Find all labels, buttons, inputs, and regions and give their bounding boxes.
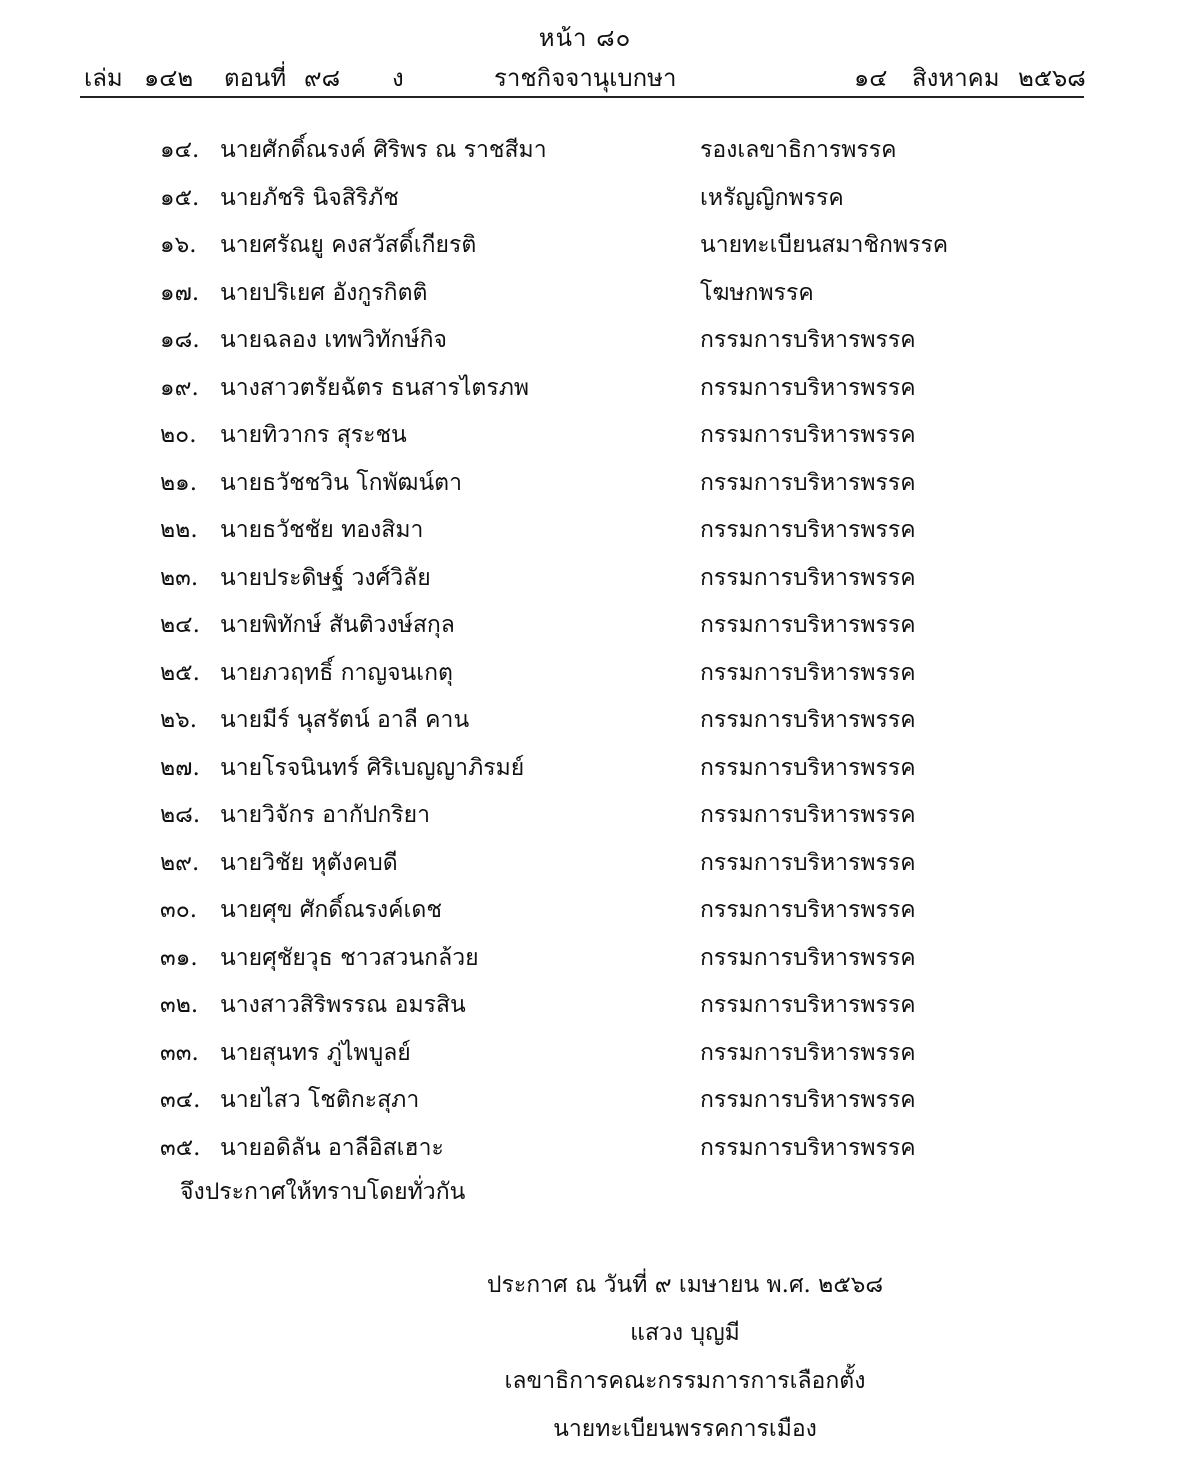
member-name: นายธวัชชัย ทองสิมา (220, 517, 424, 543)
member-row (0, 1027, 1200, 1075)
member-row (0, 552, 1200, 600)
member-name: นายศักดิ์ณรงค์ ศิริพร ณ ราชสีมา (220, 137, 547, 163)
member-number: ๑๘. (160, 327, 200, 353)
member-number: ๒๑. (160, 469, 198, 496)
member-row (0, 219, 1200, 267)
member-name: นายสุนทร ภู่ไพบูลย์ (220, 1039, 411, 1066)
member-number: ๓๒. (160, 992, 199, 1018)
member-number: ๒๘. (160, 802, 201, 828)
closing-statement: จึงประกาศให้ทราบโดยทั่วกัน (180, 1179, 466, 1205)
member-row (0, 884, 1200, 932)
announcement-date: ประกาศ ณ วันที่ ๙ เมษายน พ.ศ. ๒๕๖๘ (486, 1272, 884, 1298)
member-number: ๒๕. (160, 659, 200, 686)
signer-title-registrar: นายทะเบียนพรรคการเมือง (553, 1416, 817, 1442)
member-row (0, 1122, 1200, 1170)
issue-number: ๙๘ (304, 64, 341, 92)
member-number: ๑๗. (160, 279, 200, 306)
member-row (0, 124, 1200, 172)
member-position: กรรมการบริหารพรรค (700, 659, 916, 686)
member-name: นายโรจนินทร์ ศิริเบญญาภิรมย์ (220, 754, 525, 781)
member-name: นายอดิลัน อาลีอิสเฮาะ (220, 1134, 444, 1161)
member-position: กรรมการบริหารพรรค (700, 849, 916, 876)
member-position: รองเลขาธิการพรรค (700, 137, 897, 163)
publish-date-year: ๒๕๖๘ (1018, 64, 1086, 92)
member-position: นายทะเบียนสมาชิกพรรค (700, 232, 949, 258)
member-position: กรรมการบริหารพรรค (700, 327, 916, 353)
member-position: กรรมการบริหารพรรค (700, 564, 916, 591)
member-row (0, 314, 1200, 362)
member-name: นายธวัชชวิน โกพัฒน์ตา (220, 469, 463, 496)
member-number: ๒๔. (160, 612, 200, 638)
member-name: นายมีร์ นุสรัตน์ อาลี คาน (220, 707, 470, 733)
member-name: นายทิวากร สุระชน (220, 422, 407, 448)
member-number: ๓๔. (160, 1087, 201, 1113)
member-row (0, 599, 1200, 647)
member-number: ๒๗. (160, 754, 200, 781)
member-position: กรรมการบริหารพรรค (700, 1087, 916, 1113)
volume-number: ๑๔๒ (144, 64, 194, 92)
member-position: กรรมการบริหารพรรค (700, 517, 916, 543)
member-number: ๓๕. (160, 1134, 201, 1161)
member-row (0, 789, 1200, 837)
member-position: กรรมการบริหารพรรค (700, 944, 916, 971)
member-position: โฆษกพรรค (700, 279, 814, 306)
member-row (0, 742, 1200, 790)
member-name: นายฉลอง เทพวิทักษ์กิจ (220, 327, 447, 353)
member-position: เหรัญญิกพรรค (700, 184, 844, 211)
member-number: ๒๐. (160, 422, 197, 448)
publish-date-month: สิงหาคม (912, 64, 1000, 92)
member-position: กรรมการบริหารพรรค (700, 469, 916, 496)
member-name: นายปริเยศ อังกูรกิตติ (220, 279, 428, 306)
gazette-header (82, 58, 1084, 94)
member-name: นายวิชัย หุตังคบดี (220, 849, 398, 876)
member-row (0, 647, 1200, 695)
member-position: กรรมการบริหารพรรค (700, 897, 916, 923)
member-name: นายไสว โชติกะสุภา (220, 1087, 420, 1113)
member-name: นายภัชริ นิจสิริภัช (220, 184, 399, 211)
volume-label: เล่ม (84, 64, 123, 92)
member-number: ๑๙. (160, 374, 199, 401)
member-row (0, 694, 1200, 742)
issue-label: ตอนที่ (224, 64, 287, 92)
member-number: ๓๓. (160, 1039, 199, 1066)
member-number: ๒๒. (160, 517, 198, 543)
member-number: ๓๐. (160, 897, 198, 923)
member-name: นายศรัณยู คงสวัสดิ์เกียรติ (220, 232, 477, 258)
member-row (0, 504, 1200, 552)
signer-name: แสวง บุญมี (630, 1320, 740, 1346)
gazette-name: ราชกิจจานุเบกษา (494, 64, 677, 92)
member-position: กรรมการบริหารพรรค (700, 1134, 916, 1161)
member-name: นางสาวสิริพรรณ อมรสิน (220, 992, 466, 1018)
member-number: ๑๕. (160, 184, 200, 211)
member-name: นายภวฤทธิ์ กาญจนเกตุ (220, 659, 453, 686)
member-number: ๑๔. (160, 137, 200, 163)
member-row (0, 837, 1200, 885)
member-number: ๓๑. (160, 944, 198, 971)
member-number: ๒๙. (160, 849, 200, 876)
member-number: ๒๖. (160, 707, 198, 733)
member-row (0, 457, 1200, 505)
member-row (0, 409, 1200, 457)
member-name: นางสาวตรัยฉัตร ธนสารไตรภพ (220, 374, 530, 401)
member-row (0, 362, 1200, 410)
member-row (0, 1074, 1200, 1122)
member-name: นายพิทักษ์ สันติวงษ์สกุล (220, 612, 455, 638)
header-divider (80, 96, 1084, 98)
member-position: กรรมการบริหารพรรค (700, 374, 916, 401)
page-number: หน้า ๘๐ (538, 24, 632, 52)
member-name: นายศุข ศักดิ์ณรงค์เดช (220, 897, 442, 923)
member-position: กรรมการบริหารพรรค (700, 992, 916, 1018)
member-number: ๒๓. (160, 564, 199, 591)
member-position: กรรมการบริหารพรรค (700, 802, 916, 828)
member-position: กรรมการบริหารพรรค (700, 1039, 916, 1066)
member-position: กรรมการบริหารพรรค (700, 707, 916, 733)
member-name: นายประดิษฐ์ วงศ์วิลัย (220, 564, 431, 591)
section-letter: ง (392, 64, 404, 92)
member-row (0, 172, 1200, 220)
signature-block (370, 1268, 1000, 1460)
signer-title: เลขาธิการคณะกรรมการการเลือกตั้ง (504, 1368, 866, 1394)
member-position: กรรมการบริหารพรรค (700, 754, 916, 781)
member-number: ๑๖. (160, 232, 197, 258)
member-row (0, 932, 1200, 980)
member-position: กรรมการบริหารพรรค (700, 612, 916, 638)
member-row (0, 979, 1200, 1027)
member-name: นายวิจักร อากัปกริยา (220, 802, 431, 828)
member-position: กรรมการบริหารพรรค (700, 422, 916, 448)
publish-date-day: ๑๔ (854, 64, 888, 92)
member-name: นายศุชัยวุธ ชาวสวนกล้วย (220, 944, 479, 971)
member-row (0, 267, 1200, 315)
member-list (0, 124, 1200, 1169)
